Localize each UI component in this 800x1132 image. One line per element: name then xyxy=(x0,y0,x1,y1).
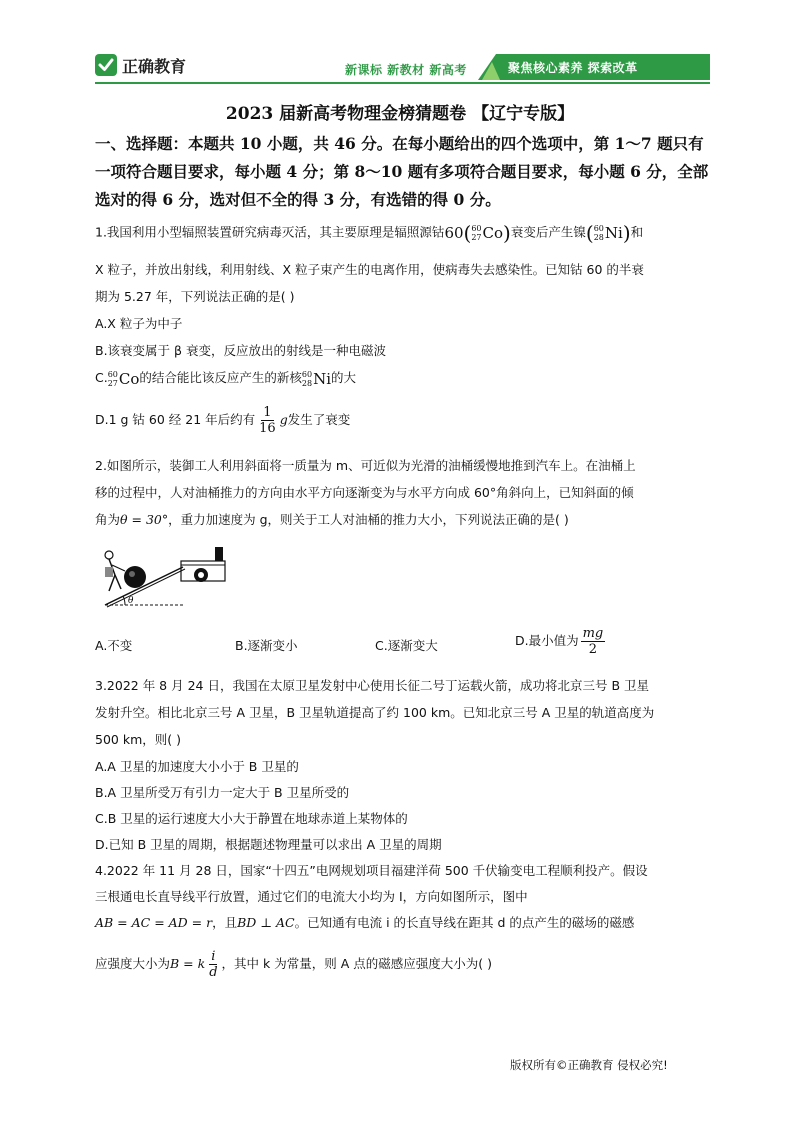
nickel-Z-c: 28 xyxy=(301,378,313,388)
question-3-line-2: 发射升空。相比北京三号 A 卫星，B 卫星轨道提高了约 100 km。已知北京三号 A 卫星的轨道高度为 xyxy=(95,705,655,720)
q1-option-b: B.该衰变属于 β 衰变，反应放出的射线是一种电磁波 xyxy=(95,343,386,358)
figure-theta-label: θ xyxy=(128,596,134,606)
question-3-line-3: 500 km，则( ) xyxy=(95,732,181,747)
q4-text-mid: ，且 xyxy=(212,915,238,930)
cobalt-A: 60 xyxy=(471,224,482,233)
fraction-numerator: 1 xyxy=(263,405,272,420)
q1-text-a: 1.我国利用小型辐照装置研究病毒灭活，其主要原理是辐照源钴 xyxy=(95,224,445,240)
fraction-mg-2 xyxy=(581,626,606,657)
nickel-Z: 28 xyxy=(593,233,604,242)
q1-text-c: 和 xyxy=(630,224,644,240)
nickel-symbol: Ni xyxy=(604,224,623,242)
q2-option-a: A.不变 xyxy=(95,638,133,653)
question-4-line-3 xyxy=(95,913,715,931)
fraction-denominator: 16 xyxy=(259,421,276,436)
q1-optc-mid: 的结合能比该反应产生的新核 xyxy=(139,370,302,385)
cobalt-notation: 60( 60 27 Co) xyxy=(444,221,511,245)
unit-g: g xyxy=(279,412,288,427)
q1-option-a: A.X 粒子为中子 xyxy=(95,316,183,331)
question-2-line-2: 移的过程中，人对油桶推力的方向由水平方向逐渐变为与水平方向成 60°角斜向上，已知斜面的倾 xyxy=(95,485,634,500)
question-1-line-3: 期为 5.27 年，下列说法正确的是( ) xyxy=(95,289,295,304)
fraction-numerator-mg: mg xyxy=(582,626,604,641)
check-logo-icon xyxy=(95,54,117,76)
logo xyxy=(95,52,186,78)
fraction-denominator-2: 2 xyxy=(588,642,598,657)
q2-text-b: ，重力加速度为 g，则关于工人对油桶的推力大小，下列说法正确的是( ) xyxy=(168,512,569,527)
question-1-line-1 xyxy=(95,221,715,245)
question-4-line-4 xyxy=(95,949,715,980)
q4-text-a: 应强度大小为 xyxy=(95,956,171,971)
q2-optd-prefix: D.最小值为 xyxy=(515,633,579,648)
q1-optc-prefix: C. xyxy=(95,370,108,385)
slogan-right: 聚焦核心素养 探索改革 xyxy=(508,61,638,75)
slogan-banner xyxy=(478,54,710,80)
question-2-line-3 xyxy=(95,510,715,528)
q1-option-c xyxy=(95,368,715,388)
cobalt-symbol-c: Co xyxy=(118,369,140,388)
q4-equation-ab: AB = AC = AD = r xyxy=(95,915,213,930)
cobalt-A-c: 60 xyxy=(107,369,118,379)
logo-text: 正确教育 xyxy=(122,58,187,76)
cobalt-Z-c: 27 xyxy=(107,378,118,388)
section-heading: 一、选择题：本题共 10 小题，共 46 分。在每小题给出的四个选项中，第 1～7 题只有一项符合题目要求，每小题 4 分；第 8～10 题有多项符合题目要求，每小题 6 分，全部选对的得 6 分，选对但不全的得 3 分，有选错的得 0 分。 xyxy=(95,134,709,209)
question-1-line-2: X 粒子，并放出射线，利用射线、X 粒子束产生的电离作用，使病毒失去感染性。已知钴 60 的半衰 xyxy=(95,262,644,277)
fraction-i-d xyxy=(207,949,219,980)
question-2-line-1: 2.如图所示，装御工人利用斜面将一质量为 m、可近似为光滑的油桶缓慢地推到汽车上。在油桶上 xyxy=(95,458,636,473)
nickel-A-c: 60 xyxy=(301,369,313,379)
q4-text-c: ，其中 k 为常量，则 A 点的磁感应强度大小为( ) xyxy=(221,956,492,971)
q4-equation-perp: BD ⊥ AC xyxy=(237,915,295,930)
cobalt-symbol: Co xyxy=(482,224,504,242)
q4-text-b: 。已知通有电流 i 的长直导线在距其 d 的点产生的磁场的磁感 xyxy=(294,915,635,930)
header xyxy=(95,48,710,84)
cobalt-Z: 27 xyxy=(471,233,482,242)
nickel-notation-c xyxy=(302,370,331,388)
q2-text-a: 角为 xyxy=(95,512,121,527)
question-4-line-1: 4.2022 年 11 月 28 日，国家“十四五”电网规划项目福建洋荷 500 千伏输变电工程顺利投产。假设 xyxy=(95,863,648,878)
incline-truck-figure xyxy=(95,545,235,610)
q1-optd-prefix: D.1 g 钴 60 经 21 年后约有 xyxy=(95,412,256,427)
question-3-line-1: 3.2022 年 8 月 24 日，我国在太原卫星发射中心使用长征二号丁运载火箭，成功将北京三号 B 卫星 xyxy=(95,678,649,693)
fraction-denominator-d: d xyxy=(209,965,218,980)
q3-option-a: A.A 卫星的加速度大小小于 B 卫星的 xyxy=(95,759,299,774)
nickel-symbol-c: Ni xyxy=(313,369,332,388)
q4-equation-b: B = k xyxy=(170,956,206,971)
q3-option-c: C.B 卫星的运行速度大小大于静置在地球赤道上某物体的 xyxy=(95,811,408,826)
nickel-notation: ( 60 28 Ni) xyxy=(585,221,631,245)
cobalt-notation-c xyxy=(108,370,140,388)
header-divider xyxy=(95,82,710,84)
page-title: 2023 届新高考物理金榜猜题卷 【辽宁专版】 xyxy=(225,104,575,124)
q1-optd-suffix: 发生了衰变 xyxy=(287,412,351,427)
q1-option-d xyxy=(95,405,715,436)
nickel-A: 60 xyxy=(593,224,604,233)
cobalt-mass-prefix: 60 xyxy=(444,224,464,242)
q2-option-b: B.逐渐变小 xyxy=(235,638,298,653)
q3-option-b: B.A 卫星所受万有引力一定大于 B 卫星所受的 xyxy=(95,785,350,800)
copyright-footer: 版权所有©正确教育 侵权必究! xyxy=(510,1058,668,1072)
q3-option-d: D.已知 B 卫星的周期，根据题述物理量可以求出 A 卫星的周期 xyxy=(95,837,442,852)
question-4-line-2: 三根通电长直导线平行放置，通过它们的电流大小均为 I，方向如图所示，图中 xyxy=(95,889,528,904)
q2-options xyxy=(95,626,710,660)
q1-text-b: 衰变后产生镍 xyxy=(510,224,586,240)
fraction-1-16 xyxy=(257,405,278,436)
theta-equation: θ = 30° xyxy=(120,512,169,527)
q2-option-c: C.逐渐变大 xyxy=(375,638,438,653)
fraction-numerator-i: i xyxy=(211,949,216,964)
slogan-left: 新课标 新教材 新高考 xyxy=(345,63,467,77)
q1-optc-suffix: 的大 xyxy=(331,370,357,385)
q2-option-d xyxy=(515,626,607,657)
